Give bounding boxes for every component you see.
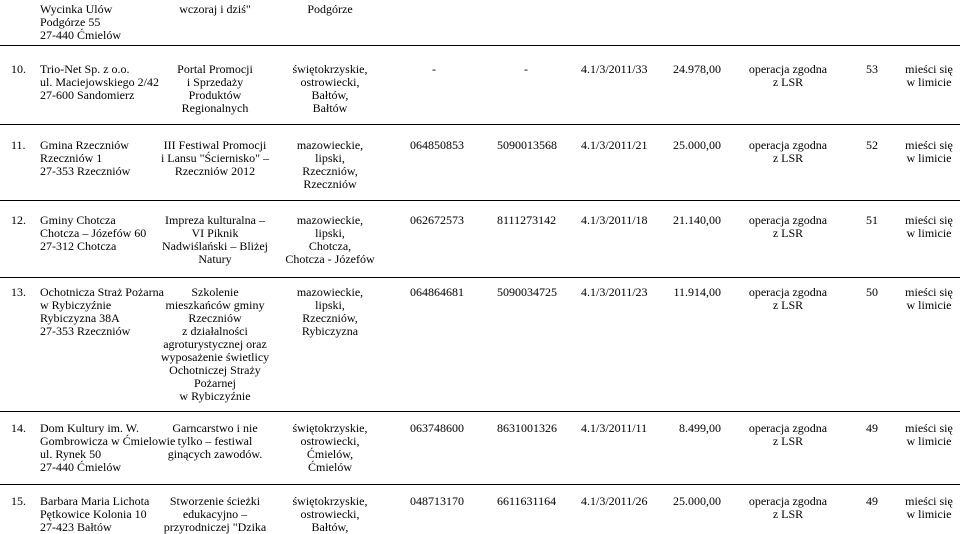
text-line: 27-600 Sandomierz <box>40 88 135 102</box>
text-line: Barbara Maria Lichota <box>40 494 150 508</box>
operation-title <box>160 139 270 178</box>
text-line: Rzeczniów <box>188 311 242 325</box>
text-line: mieści się <box>905 285 953 299</box>
text-line: operacja zgodna <box>748 138 828 152</box>
operation-area <box>270 422 390 474</box>
text-line: Rzeczniów 1 <box>40 151 103 165</box>
limit-status <box>898 214 960 240</box>
applicant-name <box>40 286 164 338</box>
lsr-compliance <box>736 286 840 312</box>
applicant-name <box>40 422 175 474</box>
requested-amount: 24.978,00 <box>673 62 721 76</box>
text-line: Podgórze 55 <box>40 15 101 29</box>
text-line: ostrowiecki, <box>300 507 360 521</box>
text-line: Rzeczniów <box>303 177 357 191</box>
text-line: Gmina Rzeczniów <box>40 138 129 152</box>
requested-amount: 25.000,00 <box>673 494 721 508</box>
limit-status <box>898 63 960 89</box>
row-divider <box>0 124 960 125</box>
row-divider <box>0 484 960 485</box>
text-line: i Sprzedaży <box>186 75 244 89</box>
text-line: przyrodniczej "Dzika <box>163 520 267 534</box>
text-line: wyposażenie świetlicy <box>160 350 270 364</box>
regon-number: 5090034725 <box>497 285 557 299</box>
operation-area <box>270 286 390 338</box>
lsr-compliance <box>736 214 840 240</box>
points-score: 49 <box>866 421 878 435</box>
applicant-name <box>40 495 149 534</box>
operation-number: 4.1/3/2011/21 <box>581 138 648 152</box>
nip-number: 064864681 <box>410 285 464 299</box>
text-line: Pożarnej <box>194 376 236 390</box>
requested-amount: 8.499,00 <box>679 421 721 435</box>
text-line: 27-440 Ćmielów <box>40 28 121 42</box>
operation-title <box>160 286 270 403</box>
text-line: operacja zgodna <box>748 494 828 508</box>
text-line: operacja zgodna <box>748 285 828 299</box>
lsr-compliance <box>736 495 840 521</box>
operation-title <box>160 422 270 461</box>
applicant-name <box>40 63 159 102</box>
row-number: 11. <box>11 138 26 152</box>
operation-number: 4.1/3/2011/26 <box>581 494 648 508</box>
text-line: Rzeczniów 2012 <box>174 164 256 178</box>
text-line: Chotcza, <box>308 239 352 253</box>
text-line: Rybiczyzna 38A <box>40 311 120 325</box>
text-line: Nadwiślański – Bliżej <box>162 239 268 253</box>
nip-number: 064850853 <box>410 138 464 152</box>
text-line: Bałtów <box>312 101 348 115</box>
text-line: z LSR <box>772 75 804 89</box>
limit-status <box>898 139 960 165</box>
text-line: Gombrowicza w Ćmielowie <box>40 434 176 448</box>
text-line: Trio-Net Sp. z o.o. <box>40 62 130 76</box>
nip-number: 048713170 <box>410 494 464 508</box>
operation-area <box>270 139 390 191</box>
text-line: 27-440 Ćmielów <box>40 460 121 474</box>
operation-title <box>160 63 270 115</box>
text-line: agroturystycznej oraz <box>163 337 267 351</box>
points-score: 50 <box>866 285 878 299</box>
operation-title <box>160 495 270 534</box>
operation-area <box>270 63 390 115</box>
applicant-name <box>40 3 121 42</box>
operation-number: 4.1/3/2011/23 <box>581 285 648 299</box>
text-line: lipski, <box>315 298 345 312</box>
requested-amount: 25.000,00 <box>673 138 721 152</box>
text-line: 27-353 Rzeczniów <box>40 164 131 178</box>
text-line: operacja zgodna <box>748 421 828 435</box>
regon-number: 5090013568 <box>497 138 557 152</box>
text-line: Ćmielów, <box>306 447 354 461</box>
points-score: 49 <box>866 494 878 508</box>
text-line: mieści się <box>905 138 953 152</box>
operation-title <box>160 214 270 266</box>
operation-title <box>160 3 270 16</box>
requested-amount: 11.914,00 <box>673 285 721 299</box>
text-line: Pętkowice Kolonia 10 <box>40 507 147 521</box>
text-line: operacja zgodna <box>748 213 828 227</box>
regon-number: - <box>524 62 528 76</box>
text-line: z LSR <box>772 434 804 448</box>
operation-area <box>270 214 390 266</box>
text-line: w limicie <box>906 507 952 521</box>
text-line: mieszkańców gminy <box>165 298 265 312</box>
operation-number: 4.1/3/2011/33 <box>581 62 648 76</box>
text-line: Impreza kulturalna – <box>165 213 265 227</box>
text-line: w limicie <box>906 298 952 312</box>
text-line: Chotcza - Józefów <box>285 252 375 266</box>
text-line: Regionalnych <box>181 101 249 115</box>
text-line: mieści się <box>905 494 953 508</box>
text-line: mieści się <box>905 213 953 227</box>
text-line: w limicie <box>906 151 952 165</box>
row-number: 13. <box>11 285 26 299</box>
text-line: ostrowiecki, <box>300 434 360 448</box>
text-line: Rybiczyzna <box>301 324 359 338</box>
text-line: świętokrzyskie, <box>292 62 368 76</box>
text-line: i Lansu "Ściernisko" – <box>160 151 270 165</box>
text-line: świętokrzyskie, <box>292 494 368 508</box>
text-line: Wycinka Ulów <box>40 2 113 16</box>
row-number: 12. <box>11 213 26 227</box>
text-line: w limicie <box>906 226 952 240</box>
row-number: 14. <box>11 421 26 435</box>
limit-status <box>898 422 960 448</box>
operation-area <box>270 495 390 534</box>
text-line: mieści się <box>905 421 953 435</box>
text-line: w limicie <box>906 75 952 89</box>
row-number: 15. <box>11 494 26 508</box>
text-line: lipski, <box>315 151 345 165</box>
nip-number: 062672573 <box>410 213 464 227</box>
text-line: Garncarstwo i nie <box>172 421 258 435</box>
regon-number: 8111273142 <box>497 213 557 227</box>
text-line: III Festiwal Promocji <box>163 138 267 152</box>
text-line: tylko – festiwal <box>177 434 253 448</box>
text-line: mazowieckie, <box>296 285 364 299</box>
row-number: 10. <box>11 62 26 76</box>
text-line: 27-312 Chotcza <box>40 239 117 253</box>
text-line: mazowieckie, <box>296 213 364 227</box>
text-line: 27-353 Rzeczniów <box>40 324 131 338</box>
row-divider <box>0 277 960 278</box>
row-divider <box>0 411 960 412</box>
text-line: Szkolenie <box>191 285 239 299</box>
nip-number: 063748600 <box>410 421 464 435</box>
text-line: Produktów <box>188 88 242 102</box>
row-divider <box>0 45 960 46</box>
points-score: 51 <box>866 213 878 227</box>
requested-amount: 21.140,00 <box>673 213 721 227</box>
text-line: ginących zawodów. <box>167 447 263 461</box>
applicant-name <box>40 139 130 178</box>
text-line: Dom Kultury im. W. <box>40 421 140 435</box>
text-line: Ćmielów <box>308 460 352 474</box>
text-line: z LSR <box>772 298 804 312</box>
operation-area <box>270 3 390 16</box>
points-score: 52 <box>866 138 878 152</box>
text-line: VI Piknik <box>191 226 239 240</box>
text-line: Rzeczniów, <box>302 311 358 325</box>
text-line: w Rybiczyźnie <box>40 298 112 312</box>
text-line: Rzeczniów, <box>302 164 358 178</box>
text-line: ul. Rynek 50 <box>40 447 102 461</box>
limit-status <box>898 286 960 312</box>
row-divider <box>0 200 960 201</box>
regon-number: 8631001326 <box>497 421 557 435</box>
applicant-name <box>40 214 146 253</box>
operation-number: 4.1/3/2011/11 <box>581 421 648 435</box>
text-line: operacja zgodna <box>748 62 828 76</box>
text-line: świętokrzyskie, <box>292 421 368 435</box>
points-score: 53 <box>866 62 878 76</box>
text-line: z LSR <box>772 151 804 165</box>
text-line: ul. Maciejowskiego 2/42 <box>40 75 159 89</box>
text-line: lipski, <box>315 226 345 240</box>
text-line: Natury <box>198 252 232 266</box>
text-line: Bałtów, <box>311 520 349 534</box>
text-line: 27-423 Bałtów <box>40 520 112 534</box>
regon-number: 6611631164 <box>497 494 557 508</box>
text-line: Ochotniczej Straży <box>169 363 261 377</box>
text-line: Bałtów, <box>311 88 349 102</box>
text-line: z LSR <box>772 507 804 521</box>
text-line: wczoraj i dziś" <box>179 2 251 16</box>
text-line: z działalności <box>182 324 248 338</box>
lsr-compliance <box>736 139 840 165</box>
text-line: ostrowiecki, <box>300 75 360 89</box>
lsr-compliance <box>736 63 840 89</box>
text-line: Podgórze <box>307 2 353 16</box>
text-line: w Rybiczyźnie <box>179 389 251 403</box>
text-line: mazowieckie, <box>296 138 364 152</box>
text-line: Stworzenie ścieżki <box>169 494 261 508</box>
text-line: z LSR <box>772 226 804 240</box>
text-line: Portal Promocji <box>177 62 253 76</box>
limit-status <box>898 495 960 521</box>
text-line: w limicie <box>906 434 952 448</box>
text-line: Ochotnicza Straż Pożarna <box>40 285 164 299</box>
nip-number: - <box>432 62 436 76</box>
operation-number: 4.1/3/2011/18 <box>581 213 648 227</box>
text-line: mieści się <box>905 62 953 76</box>
text-line: Gminy Chotcza <box>40 213 116 227</box>
lsr-compliance <box>736 422 840 448</box>
text-line: edukacyjno – <box>182 507 248 521</box>
text-line: Chotcza – Józefów 60 <box>40 226 147 240</box>
